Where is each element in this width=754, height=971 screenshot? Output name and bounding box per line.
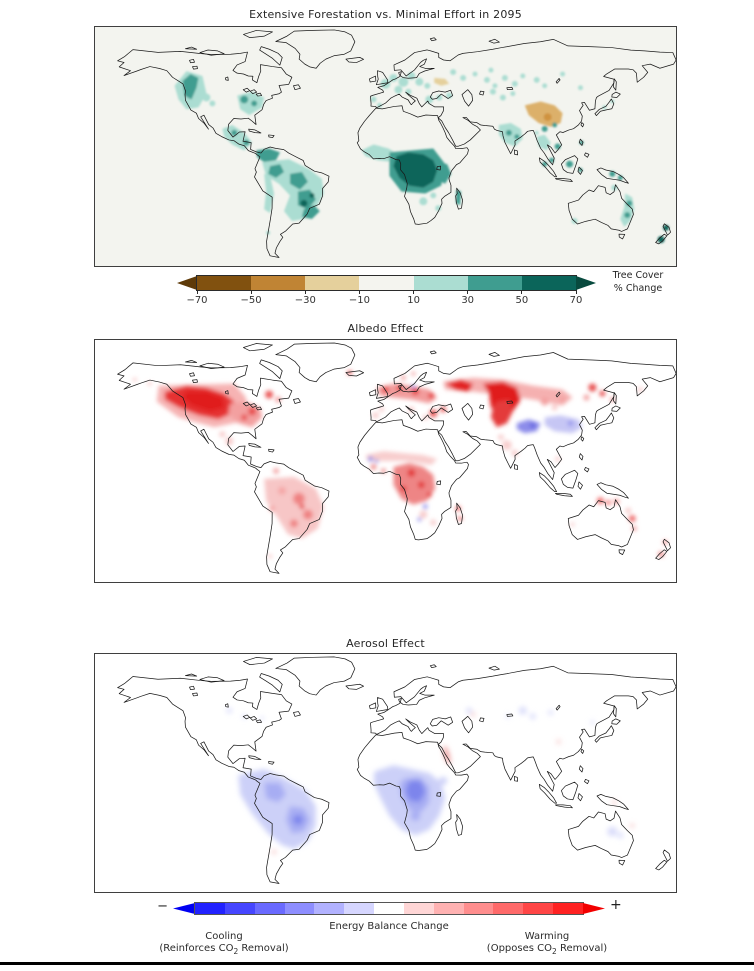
warming-label-line1: Warming: [524, 931, 570, 942]
cooling-label-line1: Cooling: [205, 931, 243, 942]
colorbar-tick-label: 10: [407, 295, 420, 306]
colorbar-segment: [314, 903, 344, 914]
colorbar-segment: [553, 903, 583, 914]
forestation-map-svg: [95, 27, 676, 266]
colorbar-tick-label: 70: [569, 295, 583, 306]
forestation-title: Extensive Forestation vs. Minimal Effort in 2095: [249, 8, 522, 21]
albedo-data-layer: [133, 370, 668, 558]
colorbar-tick-label: −70: [186, 295, 208, 306]
colorbar-tick-mark: [467, 290, 468, 294]
energy-colorbar-minus: −: [157, 899, 168, 914]
albedo-map: [94, 339, 677, 583]
colorbar-extend-left: [173, 903, 195, 914]
colorbar-segment: [468, 276, 522, 290]
colorbar-tick-mark: [576, 290, 577, 294]
cooling-label: [104, 931, 344, 956]
albedo-map-svg: [95, 340, 676, 582]
colorbar-segment: [305, 276, 359, 290]
colorbar-segment: [344, 903, 374, 914]
colorbar-tick-label: 30: [461, 295, 475, 306]
colorbar-segments: [197, 276, 576, 290]
colorbar-segment: [197, 276, 251, 290]
aerosol-map-svg: [95, 654, 676, 892]
colorbar-segment: [493, 903, 523, 914]
colorbar-segment: [374, 903, 404, 914]
colorbar-segment: [359, 276, 413, 290]
forestation-map: [94, 26, 677, 267]
colorbar-segment: [225, 903, 255, 914]
albedo-title: Albedo Effect: [347, 322, 424, 335]
colorbar-tick-mark: [197, 290, 198, 294]
colorbar-tick-mark: [359, 290, 360, 294]
colorbar-tick-label: 50: [515, 295, 529, 306]
colorbar-segment: [414, 276, 468, 290]
colorbar-tick-mark: [413, 290, 414, 294]
warming-label: [427, 931, 667, 956]
colorbar-segments: [195, 903, 583, 914]
colorbar-tick-mark: [521, 290, 522, 294]
colorbar-tick-label: −50: [240, 295, 262, 306]
colorbar-segment: [434, 903, 464, 914]
colorbar-segment: [255, 903, 285, 914]
aerosol-data-layer: [226, 707, 634, 854]
aerosol-title: Aerosol Effect: [346, 637, 425, 650]
colorbar-tick-mark: [251, 290, 252, 294]
cooling-label-line2: (Reinforces $CO_2$ Removal): [159, 943, 289, 957]
colorbar-segment: [404, 903, 434, 914]
forestation-data-layer: [175, 68, 669, 243]
bottom-rule: [0, 962, 754, 965]
colorbar-segment: [195, 903, 225, 914]
energy-colorbar-title: Energy Balance Change: [329, 921, 449, 932]
tree-cover-colorbar: [177, 276, 596, 308]
colorbar-extend-left: [177, 276, 197, 290]
colorbar-segment: [285, 903, 315, 914]
colorbar-tick-mark: [305, 290, 306, 294]
colorbar-segment: [522, 276, 576, 290]
energy-colorbar-plus: +: [610, 897, 622, 913]
colorbar-extend-right: [576, 276, 596, 290]
tree-cover-colorbar-label: Tree Cover % Change: [612, 270, 664, 295]
colorbar-tick-label: −10: [348, 295, 370, 306]
colorbar-segment: [523, 903, 553, 914]
aerosol-map: [94, 653, 677, 893]
warming-label-line2: (Opposes $CO_2$ Removal): [486, 943, 608, 957]
colorbar-segment: [464, 903, 494, 914]
energy-colorbar: [173, 903, 605, 915]
colorbar-tick-label: −30: [294, 295, 316, 306]
colorbar-extend-right: [583, 903, 605, 914]
colorbar-segment: [251, 276, 305, 290]
